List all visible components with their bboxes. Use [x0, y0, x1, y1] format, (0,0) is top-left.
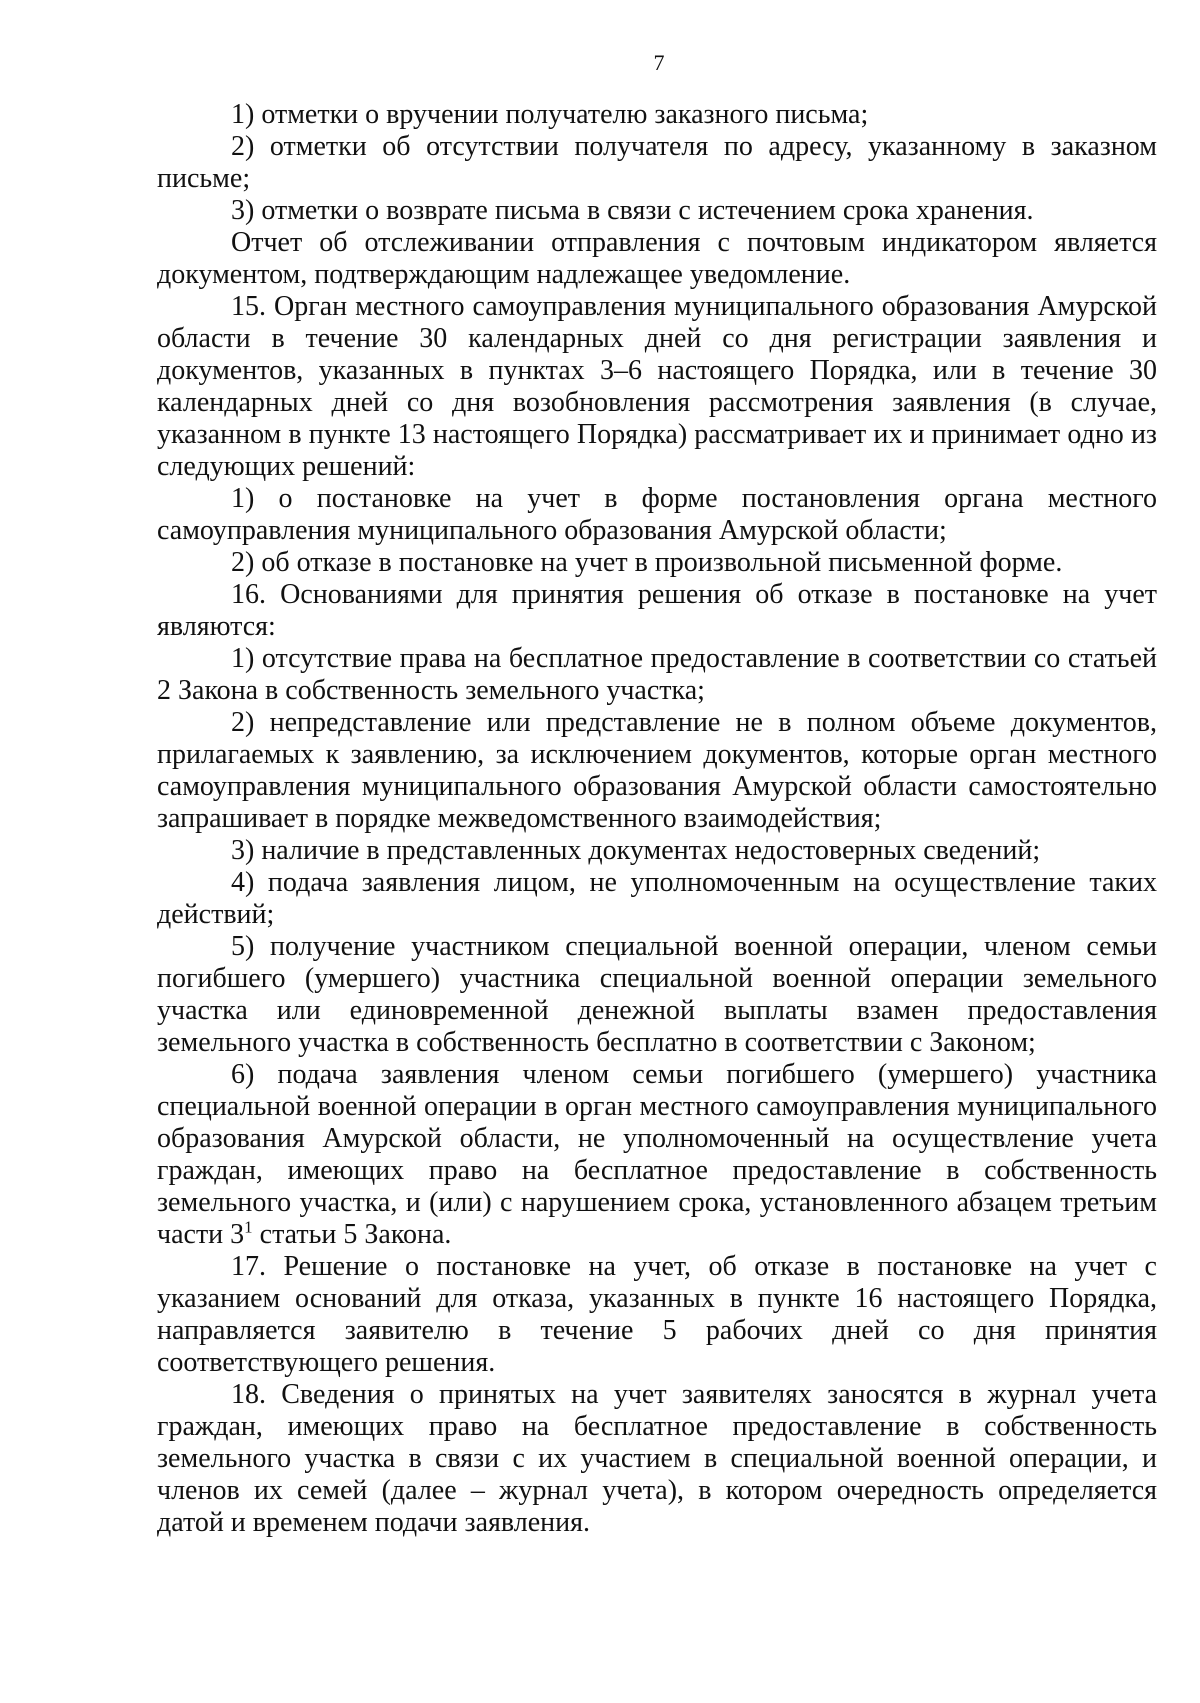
clause-16-item-4: 4) подача заявления лицом, не уполномоченным на осуществление таких действий;	[157, 867, 1157, 930]
clause-16-item-1: 1) отсутствие права на бесплатное предоставление в соответствии со статьей 2 Закона в собственность земельного участка;	[157, 643, 1157, 706]
paragraph-3-return-mark: 3) отметки о возврате письма в связи с истечением срока хранения.	[231, 195, 1034, 226]
paragraph-1-delivery-mark: 1) отметки о вручении получателю заказного письма;	[231, 99, 869, 130]
clause-16: 16. Основаниями для принятия решения об отказе в постановке на учет являются:	[157, 579, 1157, 642]
document-body	[157, 99, 1157, 1539]
clause-16-item-6-superscript: 1	[244, 1217, 253, 1237]
clause-15: 15. Орган местного самоуправления муниципального образования Амурской области в течение 30 календарных дней со дня регистрации заявления и документов, указанных в пунктах 3–6 настоящего Порядка, или в течение 30 календарных дней со дня возобновления рассмотрения заявления (в случае, указанном в пункте 13 настоящего Порядка) рассматривает их и принимает одно из следующих решений:	[157, 291, 1157, 482]
clause-15-item-2: 2) об отказе в постановке на учет в произвольной письменной форме.	[231, 547, 1063, 578]
paragraph-tracking-report: Отчет об отслеживании отправления с почтовым индикатором является документом, подтверждающим надлежащее уведомление.	[157, 227, 1157, 290]
clause-18: 18. Сведения о принятых на учет заявителях заносятся в журнал учета граждан, имеющих право на бесплатное предоставление в собственность земельного участка в связи с их участием в специальной военной операции, и членов их семей (далее – журнал учета), в котором очередность определяется датой и временем подачи заявления.	[157, 1379, 1157, 1538]
clause-15-item-1: 1) о постановке на учет в форме постановления органа местного самоуправления муниципального образования Амурской области;	[157, 483, 1157, 546]
clause-16-item-6	[157, 1059, 1157, 1251]
page-number: 7	[653, 50, 665, 75]
clause-16-item-5: 5) получение участником специальной военной операции, членом семьи погибшего (умершего) участника специальной военной операции земельного участка или единовременной денежной выплаты взамен предоставления земельного участка в собственность бесплатно в соответствии с Законом;	[157, 931, 1157, 1058]
paragraph-2-absence-mark: 2) отметки об отсутствии получателя по адресу, указанному в заказном письме;	[157, 131, 1157, 194]
clause-17: 17. Решение о постановке на учет, об отказе в постановке на учет с указанием оснований для отказа, указанных в пункте 16 настоящего Порядка, направляется заявителю в течение 5 рабочих дней со дня принятия соответствующего решения.	[157, 1251, 1157, 1378]
clause-16-item-2: 2) непредставление или представление не в полном объеме документов, прилагаемых к заявлению, за исключением документов, которые орган местного самоуправления муниципального образования Амурской области самостоятельно запрашивает в порядке межведомственного взаимодействия;	[157, 707, 1157, 834]
clause-16-item-6-text: 6) подача заявления членом семьи погибшего (умершего) участника специальной военной операции в орган местного самоуправления муниципального образования Амурской области, не уполномоченный на осуществление учета граждан, имеющих право на бесплатное предоставление в собственность земельного участка, и (или) с нарушением срока, установленного абзацем третьим части 3	[157, 1059, 1157, 1250]
clause-16-item-3: 3) наличие в представленных документах недостоверных сведений;	[231, 835, 1041, 866]
clause-16-item-6-tail: статьи 5 Закона.	[252, 1219, 452, 1250]
